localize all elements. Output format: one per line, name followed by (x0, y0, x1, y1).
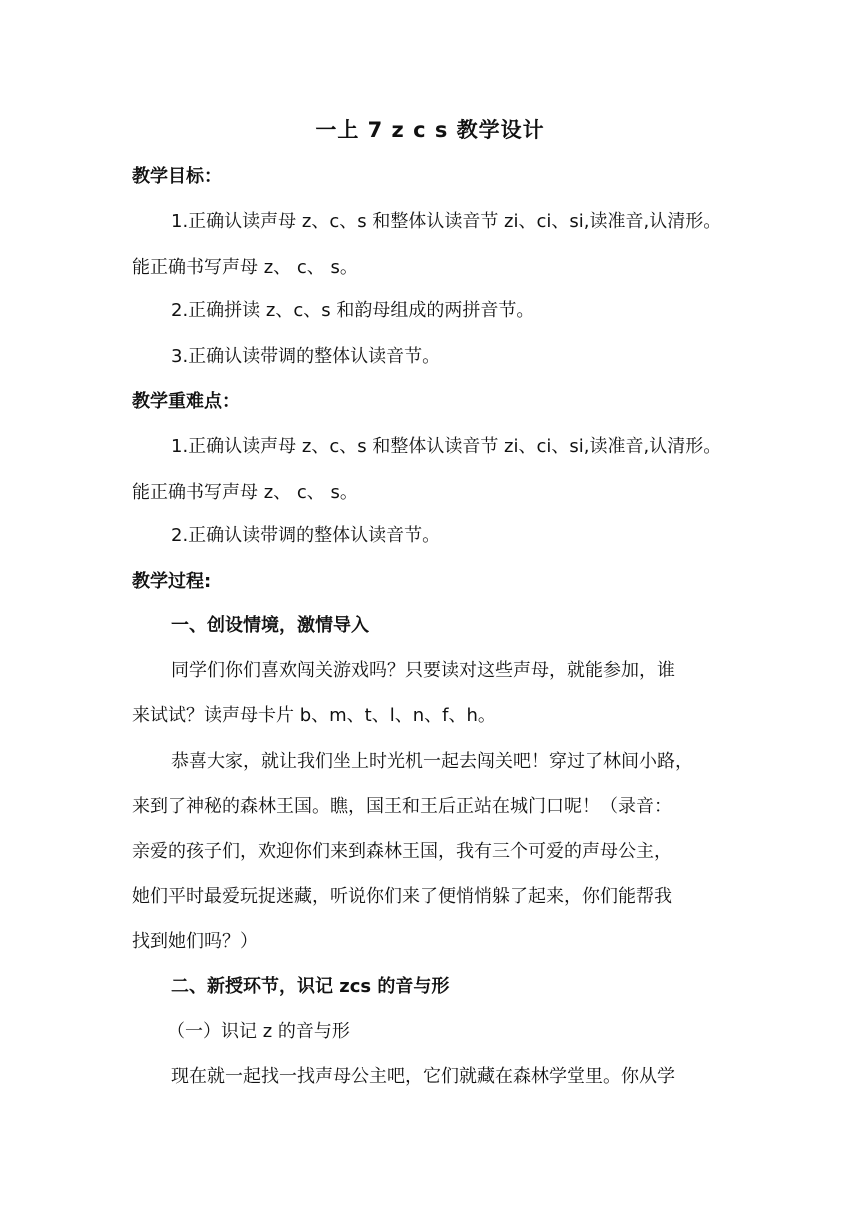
process-heading: 教学过程: (132, 571, 212, 592)
paragraph-2-line-3: 亲爱的孩子们，欢迎你们来到森林王国，我有三个可爱的声母公主， (132, 841, 672, 862)
paragraph-2-line-2: 来到了神秘的森林王国。瞧，国王和王后正站在城门口呢！（录音： (132, 796, 672, 817)
paragraph-1-line-2: 来试试？读声母卡片 b、m、t、l、n、f、h。 (132, 705, 496, 726)
goal-3: 3.正确认读带调的整体认读音节。 (171, 346, 441, 367)
goal-1-line-1: 1.正确认读声母 z、c、s 和整体认读音节 zi、ci、si,读准音,认清形。 (171, 211, 722, 232)
goals-heading: 教学目标： (132, 166, 222, 187)
subsection-1-heading: （一）识记 z 的音与形 (167, 1021, 350, 1042)
goal-1-line-2: 能正确书写声母 z、 c、 s。 (132, 257, 358, 278)
paragraph-2-line-4: 她们平时最爱玩捉迷藏，听说你们来了便悄悄躲了起来，你们能帮我 (132, 886, 672, 907)
document-title: 一上 7 z c s 教学设计 (315, 118, 545, 142)
key-point-1-line-2: 能正确书写声母 z、 c、 s。 (132, 482, 358, 503)
step-1-heading: 一、创设情境，激情导入 (171, 615, 369, 636)
paragraph-2-line-5: 找到她们吗？） (132, 931, 258, 952)
key-point-1-line-1: 1.正确认读声母 z、c、s 和整体认读音节 zi、ci、si,读准音,认清形。 (171, 436, 722, 457)
step-2-heading: 二、新授环节，识记 zcs 的音与形 (171, 976, 450, 997)
key-point-2: 2.正确认读带调的整体认读音节。 (171, 525, 441, 546)
paragraph-3-line-1: 现在就一起找一找声母公主吧，它们就藏在森林学堂里。你从学 (171, 1066, 675, 1087)
goal-2: 2.正确拼读 z、c、s 和韵母组成的两拼音节。 (171, 300, 535, 321)
key-points-heading: 教学重难点： (132, 391, 240, 412)
paragraph-2-line-1: 恭喜大家，就让我们坐上时光机一起去闯关吧！穿过了林间小路， (171, 751, 693, 772)
paragraph-1-line-1: 同学们你们喜欢闯关游戏吗？只要读对这些声母，就能参加，谁 (171, 660, 675, 681)
